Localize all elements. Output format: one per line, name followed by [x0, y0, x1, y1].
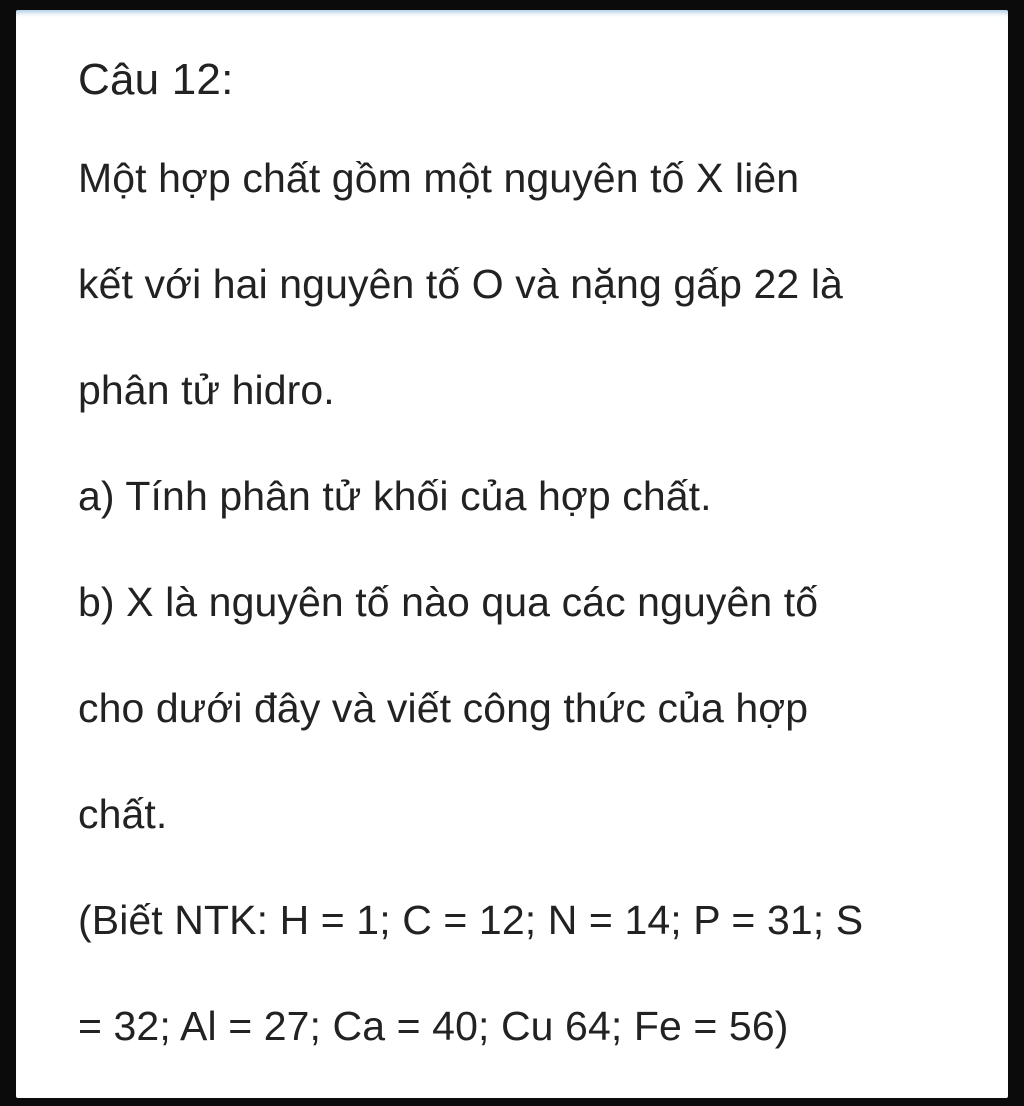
- question-text-line-2: kết với hai nguyên tố O và nặng gấp 22 là: [78, 261, 843, 307]
- question-text-line-1: Một hợp chất gồm một nguyên tố X liên: [78, 155, 800, 201]
- question-content: [78, 48, 978, 1106]
- question-text-line-3: phân tử hidro.: [78, 367, 335, 413]
- part-a-text: a) Tính phân tử khối của hợp chất.: [78, 473, 712, 519]
- question-title: Câu 12:: [78, 55, 234, 104]
- atomic-mass-note-line-1: (Biết NTK: H = 1; C = 12; N = 14; P = 31; S: [78, 897, 864, 943]
- question-card: [16, 10, 1008, 1098]
- atomic-mass-note-line-2: = 32; Al = 27; Ca = 40; Cu 64; Fe = 56): [78, 1003, 789, 1049]
- part-b-text-line-1: b) X là nguyên tố nào qua các nguyên tố: [78, 579, 819, 625]
- part-b-text-line-3: chất.: [78, 791, 168, 837]
- part-b-text-line-2: cho dưới đây và viết công thức của hợp: [78, 685, 809, 731]
